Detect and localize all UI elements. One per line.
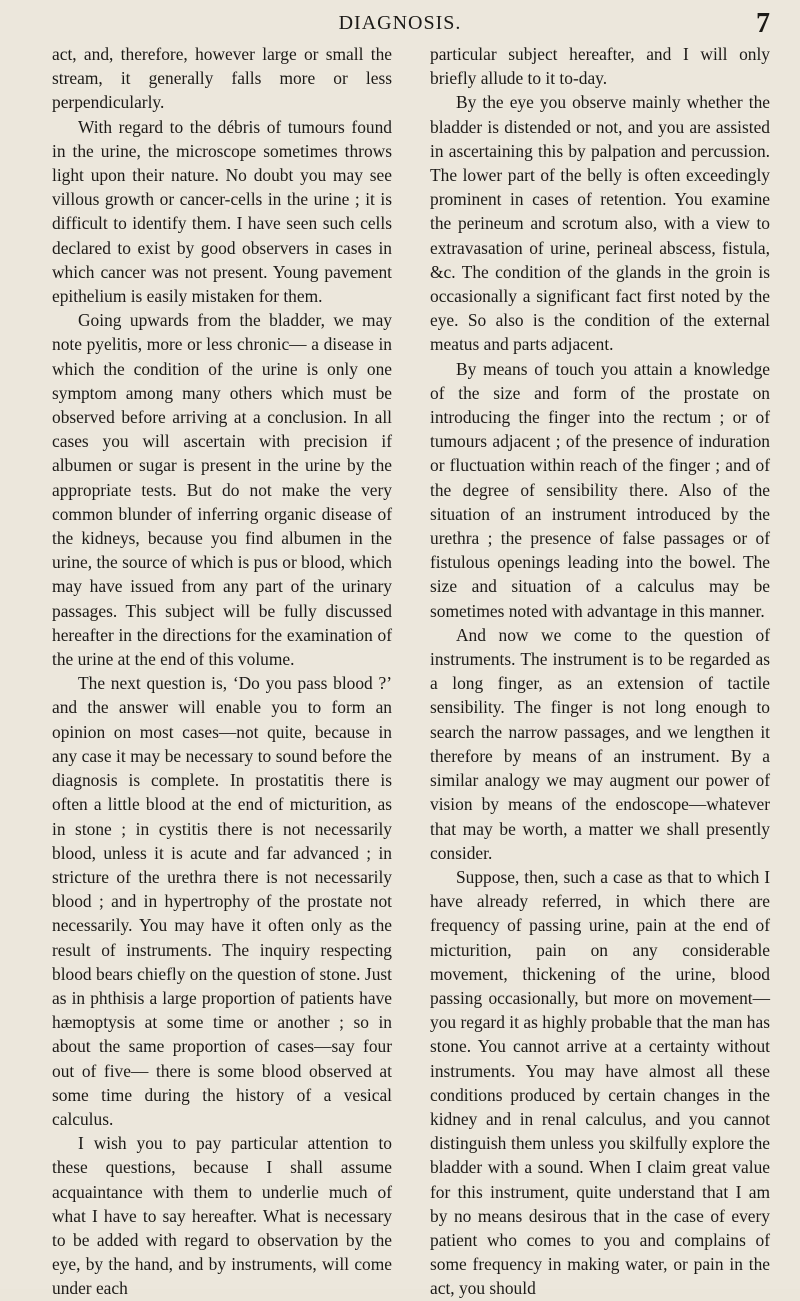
- page-header: [0, 6, 800, 39]
- paragraph: particular subject hereafter, and I will only briefly allude to it to-day.: [430, 44, 770, 89]
- right-column: [430, 42, 770, 1301]
- paragraph: Going upwards from the bladder, we may note pyelitis, more or less chronic— a disease in which the condition of the urine is only one symptom among many others which must be observed before arriving at a conclusion. In all cases you will ascertain with precision if albumen or sugar is present in the urine by the appropriate tests. But do not make the very common blunder of inferring organic disease of the kidneys, because you find albumen in the urine, the source of which is pus or blood, which may have issued from any part of the urinary passages. This subject will be fully discussed hereafter in the directions for the examination of the urine at the end of this volume.: [52, 310, 392, 670]
- paragraph: I wish you to pay particular attention to these questions, because I shall assume acquaintance with them to underlie much of what I have to say hereafter. What is necessary to be added with regard to observation by the eye, by the hand, and by instruments, will come under each: [52, 1133, 392, 1299]
- paragraph: By the eye you observe mainly whether the bladder is distended or not, and you are assisted in ascertaining this by palpation and percussion. The lower part of the belly is often exceedingly prominent in cases of retention. You examine the perineum and scrotum also, with a view to extravasation of urine, perineal abscess, fistula, &c. The condition of the glands in the groin is occasionally a significant fact first noted by the eye. So also is the condition of the external meatus and parts adjacent.: [430, 92, 770, 355]
- paragraph: The next question is, ‘Do you pass blood ?’ and the answer will enable you to form an opinion on most cases—not quite, because in any case it may be necessary to sound before the diagnosis is complete. In prostatitis there is often a little blood at the end of micturition, as in stone ; in cystitis there is not necessarily blood, unless it is acute and far advanced ; in stricture of the urethra there is not necessarily blood ; and in hypertrophy of the prostate not necessarily. You may have it often only as the result of instruments. The inquiry respecting blood bears chiefly on the question of stone. Just as in phthisis a large proportion of patients have hæmoptysis at some time or another ; so in about the same proportion of cases—say four out of five— there is some blood observed at some time during the history of a vesical calculus.: [52, 673, 392, 1129]
- paragraph: With regard to the débris of tumours found in the urine, the microscope sometimes throws light upon their nature. No doubt you may see villous growth or cancer-cells in the urine ; it is difficult to identify them. I have seen such cells declared to exist by good observers in cases in which cancer was not present. Young pavement epithelium is easily mistaken for them.: [52, 116, 392, 307]
- paragraph: And now we come to the question of instruments. The instrument is to be regarded as a long finger, as an extension of tactile sensibility. The finger is not long enough to search the narrow passages, and we lengthen it therefore by means of an instrument. By a similar analogy we may augment our power of vision by means of the endoscope—whatever that may be worth, a matter we shall presently consider.: [430, 624, 770, 863]
- paragraph: act, and, therefore, however large or small the stream, it generally falls more or less perpendicularly.: [52, 44, 392, 113]
- page-number: 7: [756, 8, 770, 39]
- text-columns: [52, 42, 770, 1301]
- running-head: DIAGNOSIS.: [338, 12, 462, 34]
- paragraph: Suppose, then, such a case as that to which I have already referred, in which there are frequency of passing urine, pain at the end of micturition, pain on any considerable movement, thickening of the urine, blood passing occasionally, but more on movement—you regard it as highly probable that the man has stone. You cannot arrive at a certainty without instruments. You may have almost all these conditions produced by certain changes in the kidney and in renal calculus, and you cannot distinguish them unless you skilfully explore the bladder with a sound. When I claim great value for this instrument, quite understand that I am by no means desirous that in the case of every patient who comes to you and complains of some frequency in making water, or pain in the act, you should: [430, 866, 770, 1299]
- left-column: [52, 42, 392, 1301]
- paragraph: By means of touch you attain a knowledge of the size and form of the prostate on introducing the finger into the rectum ; or of tumours adjacent ; of the presence of induration or fluctuation within reach of the finger ; and of the degree of sensibility there. Also of the situation of an instrument introduced by the urethra ; the presence of false passages or of fistulous openings leading into the bowel. The size and situation of a calculus may be sometimes noted with advantage in this manner.: [430, 358, 770, 621]
